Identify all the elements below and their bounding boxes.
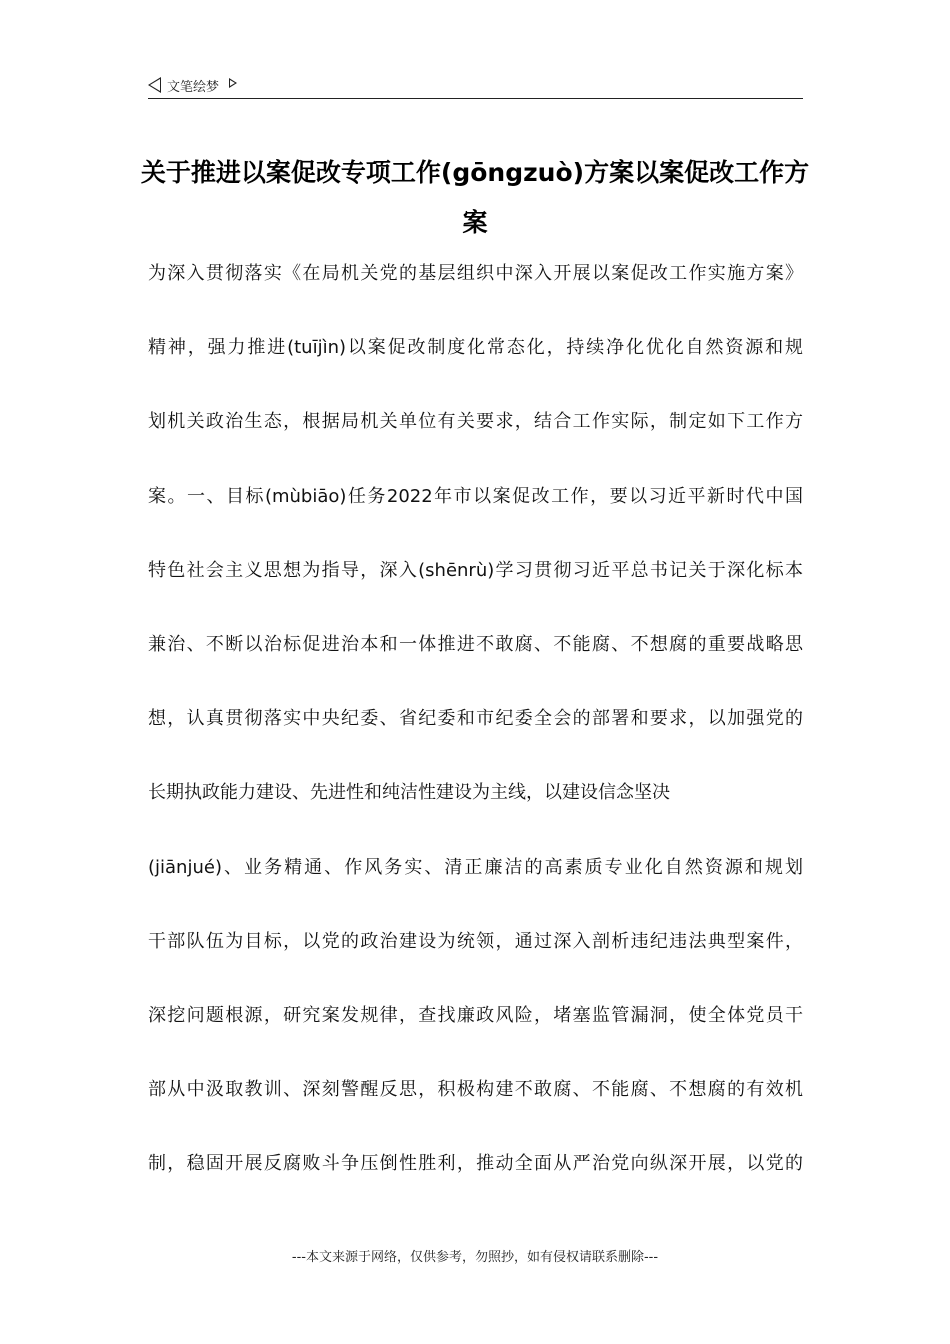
document-body — [148, 256, 803, 1220]
triangle-left-icon — [148, 77, 161, 93]
body-line: 干部队伍为目标，以党的政治建设为统领，通过深入剖析违纪违法典型案件， — [148, 930, 803, 952]
body-line: 精神，强力推进(tuījìn)以案促改制度化常态化，持续净化优化自然资源和规 — [148, 337, 803, 359]
triangle-right-icon — [229, 78, 237, 88]
body-line: 案。一、目标(mùbiāo)任务2022年市以案促改工作，要以习近平新时代中国 — [148, 485, 803, 507]
body-line: 制，稳固开展反腐败斗争压倒性胜利，推动全面从严治党向纵深开展，以党的 — [148, 1153, 803, 1175]
body-line: 想，认真贯彻落实中央纪委、省纪委和市纪委全会的部署和要求，以加强党的 — [148, 708, 803, 730]
body-line: 特色社会主义思想为指导，深入(shēnrù)学习贯彻习近平总书记关于深化标本 — [148, 559, 803, 581]
page-footer: ---本文来源于网络，仅供参考，勿照抄，如有侵权请联系删除--- — [291, 1250, 659, 1265]
body-line: 部从中汲取教训、深刻警醒反思，积极构建不敢腐、不能腐、不想腐的有效机 — [148, 1079, 803, 1101]
body-line: 划机关政治生态，根据局机关单位有关要求，结合工作实际，制定如下工作方 — [148, 411, 803, 433]
document-title: 关于推进以案促改专项工作(gōngzuò)方案以案促改工作方案 — [140, 158, 810, 237]
page-header — [148, 72, 803, 99]
body-line: 为深入贯彻落实《在局机关党的基层组织中深入开展以案促改工作实施方案》 — [148, 263, 803, 284]
body-line: 深挖问题根源，研究案发规律，查找廉政风险，堵塞监管漏洞，使全体党员干 — [148, 1004, 803, 1026]
body-line: 长期执政能力建设、先进性和纯洁性建设为主线，以建设信念坚决 — [148, 782, 670, 804]
body-line: (jiānjué)、业务精通、作风务实、清正廉洁的高素质专业化自然资源和规划 — [148, 856, 803, 878]
body-line: 兼治、不断以治标促进治本和一体推进不敢腐、不能腐、不想腐的重要战略思 — [148, 633, 803, 655]
header-brand: 文笔绘梦 — [167, 79, 220, 95]
